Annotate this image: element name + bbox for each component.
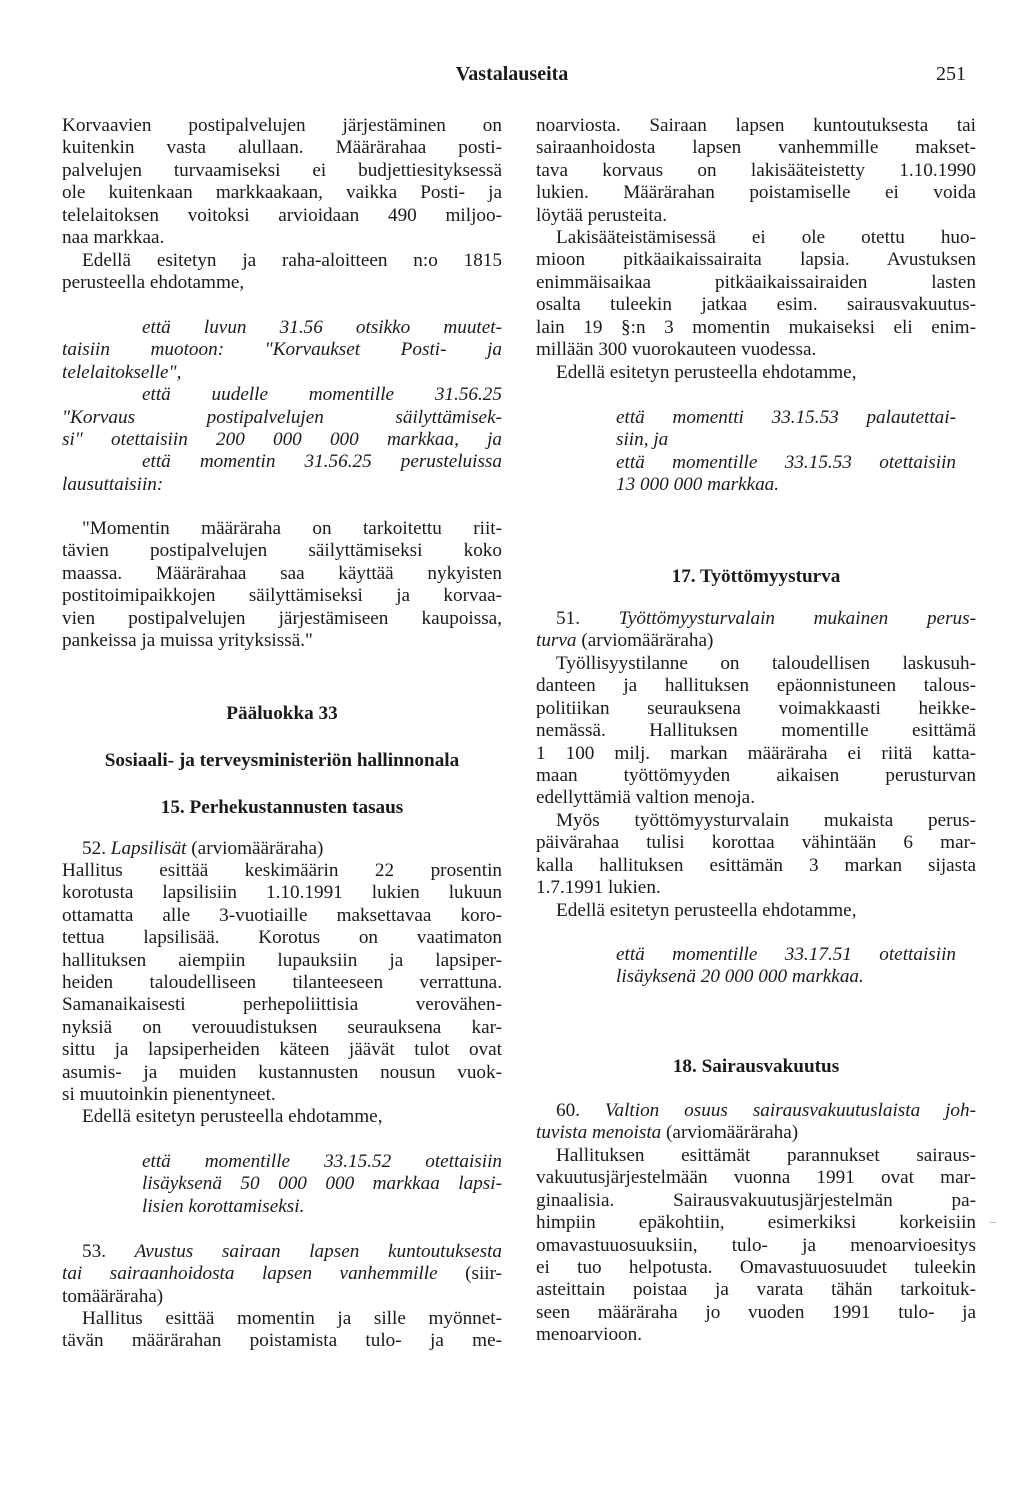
item-52-proposal: että momentille 33.15.52 otettaisiin lisäyksenä 50 000 000 markkaa lapsi- lisien korottamiseksi. [142,1151,502,1217]
item-51-body: Työllisyystilanne on taloudellisen laskusuh- danteen ja hallituksen epäonnistuneen talous- politiikan seurauksena voimakkaasti heikke- nemässä. Hallituksen momentille esittämä 1 100 milj. markan määräraha ei riitä katta- maan työttömyyden aikaisen perusturvan edellyttämiä valtion menoja. [536,653,976,809]
item-60-body: Hallituksen esittämät parannukset sairaus- vakuutusjärjestelmään vuonna 1991 ovat mar- ginaalisia. Sairausvakuutusjärjestelmän pa- himpiin epäkohtiin, esimerkiksi korkeisiin omavastuuosuuksiin, tulo- ja menoarvioesitys ei tuo helpotusta. Omavastuuosuudet tuleekin asteittain poistaa ja varata tähän tarkoituk- seen määräraha jo vuoden 1991 tulo- ja menoarvioon. [536,1145,976,1346]
item-52-proposal-intro: Edellä esitetyn perusteella ehdotamme, [82,1106,383,1127]
chapter-18-heading: 18. Sairausvakuutus [672,1056,840,1077]
item-52-body: Hallitus esittää keskimäärin 22 prosentin korotusta lapsilisiin 1.10.1991 lukien lukuun ottamatta alle 3-vuotiaille maksettavaa koro- tettua lapsilisää. Korotus on vaatimaton hallituksen aiempiin lupauksiin ja lapsiper- heiden taloudelliseen tilanteeseen verrattuna. Samanaikaisesti perhepoliittisia verovähen- nyksiä on verouudistuksen seurauksena kar- sittu ja lapsiperheiden käteen jäävät tulot ovat asumis- ja muiden kustannusten nousun vuok- si muutoinkin pienentyneet. [62,860,502,1106]
ministry-heading: Sosiaali- ja terveysministeriön hallinnonala [104,750,460,771]
item-52-title: 52. Lapsilisät (arviomääräraha) [82,838,324,859]
item-51-title: 51. Työttömyysturvalain mukainen perus- turva (arviomääräraha) [536,608,976,652]
item-53-paragraph-2: Lakisääteistämisessä ei ole otettu huo- mioon pitkäaikaissairaita lapsia. Avustuksen enimmäisaikaa pitkäaikaissairaiden lasten osalta tuleekin jatkaa esim. sairausvakuutus- lain 19 §:n 3 momentin mukaiseksi eli enim- millään 300 vuorokauteen vuodessa. [536,227,976,361]
item-53-continued: noarviosta. Sairaan lapsen kuntoutuksesta tai sairaanhoidosta lapsen vanhemmille makset- tava korvaus on lakisääteistetty 1.10.1990 lukien. Määrärahan poistamiselle ei voida löytää perusteita. [536,115,976,226]
scan-mark [990,1222,996,1223]
proposal-intro: Edellä esitetyn ja raha-aloitteen n:o 1815 perusteella ehdotamme, [62,250,502,294]
quote-paragraph: "Momentin määräraha on tarkoitettu riit- tävien postipalvelujen säilyttämiseksi koko maassa. Määrärahaa saa käyttää nykyisten postitoimipaikkojen säilyttämiseksi ja korvaa- vien postipalvelujen järjestämiseen kaupoissa, pankeissa ja muissa yrityksissä." [62,518,502,652]
item-53-proposal: että momentti 33.15.53 palautettai- siin, ja että momentille 33.15.53 otettaisiin 13 000 000 markkaa. [616,407,956,496]
intro-paragraph: Korvaavien postipalvelujen järjestäminen on kuitenkin vasta alullaan. Määrärahaa posti- palvelujen turvaamiseksi ei budjettiesityksessä ole kuitenkaan markkaakaan, vaikka Posti- ja telelaitoksen voitoksi arvioidaan 490 miljoo- naa markkaa. [62,115,502,249]
chapter-15-heading: 15. Perhekustannusten tasaus [160,797,404,818]
running-header: Vastalauseita [455,63,569,85]
item-51-paragraph-2: Myös työttömyysturvalain mukaista perus- päivärahaa tulisi korottaa vähintään 6 mar- kalla hallituksen esittämän 3 markan sijasta 1.7.1991 lukien. [536,810,976,899]
main-class-heading: Pääluokka 33 [226,703,338,724]
proposal-text: että luvun 31.56 otsikko muutet- taisiin muotoon: "Korvaukset Posti- ja telelaitokselle", että uudelle momentille 31.56.25 "Korvaus postipalvelujen säilyttämisek- si" otettaisiin 200 000 000 markkaa, ja että momentin 31.56.25 perusteluissa lausuttaisiin: [62,317,502,495]
chapter-17-heading: 17. Työttömyysturva [671,566,841,587]
item-53-body: Hallitus esittää momentin ja sille myönnet- tävän määrärahan poistamista tulo- ja me- [62,1308,502,1352]
item-53-proposal-intro: Edellä esitetyn perusteella ehdotamme, [556,362,857,383]
item-51-proposal: että momentille 33.17.51 otettaisiin lisäyksenä 20 000 000 markkaa. [616,944,956,988]
item-60-title: 60. Valtion osuus sairausvakuutuslaista joh- tuvista menoista (arviomääräraha) [536,1100,977,1144]
page-number: 251 [936,63,966,85]
item-53-title: 53. Avustus sairaan lapsen kuntoutuksesta tai sairaanhoidosta lapsen vanhemmille (siir- tomääräraha) [62,1241,503,1307]
item-51-proposal-intro: Edellä esitetyn perusteella ehdotamme, [556,900,857,921]
